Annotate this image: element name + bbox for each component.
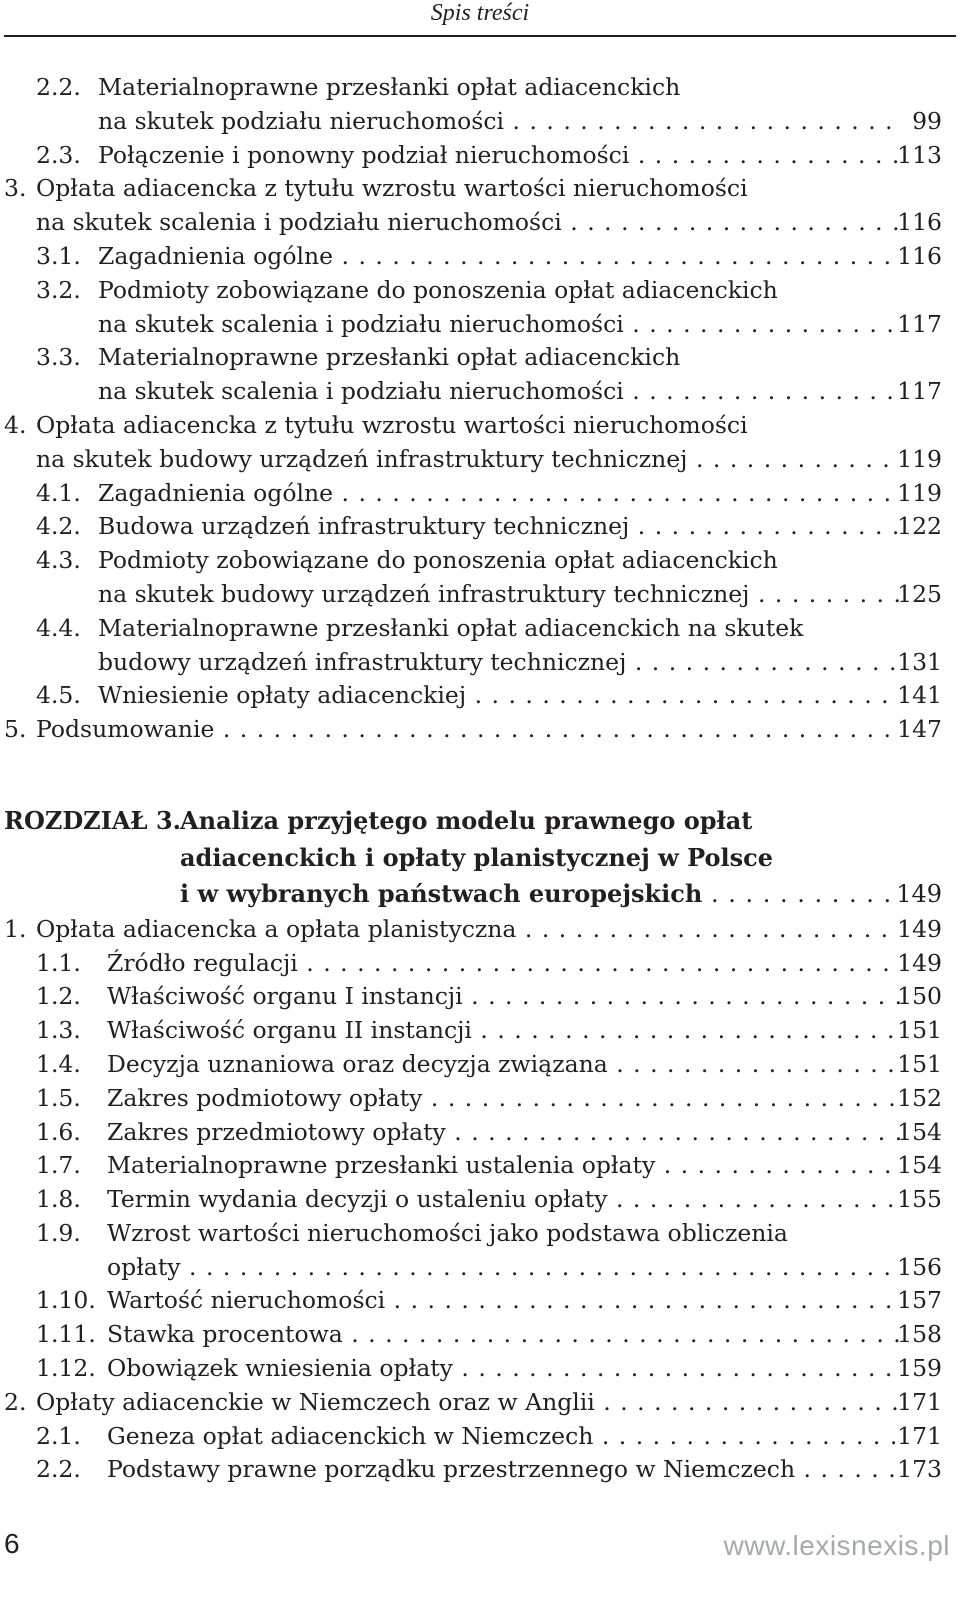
chapter-title: i w wybranych państwach europejskich bbox=[180, 879, 703, 909]
toc-entry-line bbox=[0, 1048, 960, 1082]
toc-entry-number: 4. bbox=[4, 410, 27, 439]
dot-leader bbox=[624, 377, 900, 405]
dot-leader bbox=[516, 915, 900, 943]
toc-entry-number: 1.4. bbox=[36, 1049, 81, 1078]
toc-entry-line bbox=[0, 679, 960, 713]
toc-entry-number: 1.11. bbox=[36, 1320, 96, 1349]
toc-entry-title: na skutek scalenia i podziału nieruchomości bbox=[98, 377, 624, 406]
toc-entry-number: 4.1. bbox=[36, 478, 81, 507]
toc-entry-title: Geneza opłat adiacenckich w Niemczech bbox=[107, 1421, 594, 1450]
toc-entry-line bbox=[0, 544, 960, 578]
toc-entry-page: 149 bbox=[897, 914, 942, 943]
dot-leader bbox=[333, 242, 900, 270]
toc-entry-number: 3.1. bbox=[36, 241, 81, 270]
chapter-title: Analiza przyjętego modelu prawnego opłat bbox=[180, 805, 753, 835]
toc-entry-number: 2.2. bbox=[36, 1455, 81, 1484]
toc-entry-line bbox=[0, 240, 960, 274]
toc-entry-line bbox=[0, 1284, 960, 1318]
toc-entry-page: 171 bbox=[897, 1421, 942, 1450]
section-gap bbox=[0, 747, 960, 803]
toc-entry-title: Podmioty zobowiązane do ponoszenia opłat adiacenckich bbox=[98, 546, 778, 575]
toc-entry-line bbox=[0, 510, 960, 544]
table-of-contents bbox=[0, 71, 960, 1487]
toc-entry-title: na skutek budowy urządzeń infrastruktury technicznej bbox=[36, 444, 688, 473]
dot-leader bbox=[453, 1354, 900, 1382]
toc-entry-title: budowy urządzeń infrastruktury technicznej bbox=[98, 647, 627, 676]
publisher-url: www.lexisnexis.pl bbox=[723, 1530, 950, 1561]
toc-entry-line bbox=[0, 1116, 960, 1150]
toc-entry-number: 4.4. bbox=[36, 613, 81, 642]
toc-entry-title: Podsumowanie bbox=[36, 715, 215, 744]
toc-entry-page: 152 bbox=[897, 1083, 942, 1112]
chapter-label: ROZDZIAŁ 3. bbox=[4, 805, 181, 835]
toc-entry-page: 150 bbox=[897, 982, 942, 1011]
dot-leader bbox=[595, 1388, 900, 1416]
toc-entry-page: 151 bbox=[897, 1049, 942, 1078]
chapter-heading-line bbox=[0, 803, 960, 840]
toc-entry-line bbox=[0, 612, 960, 646]
dot-leader bbox=[463, 982, 900, 1010]
toc-entry-number: 2.1. bbox=[36, 1421, 81, 1450]
toc-entry-line bbox=[0, 341, 960, 375]
toc-entry-number: 1.7. bbox=[36, 1151, 81, 1180]
dot-leader bbox=[343, 1320, 900, 1348]
toc-entry-number: 3. bbox=[4, 174, 27, 203]
running-header bbox=[0, 0, 960, 36]
toc-entry-page: 159 bbox=[897, 1354, 942, 1383]
toc-entry-line bbox=[0, 71, 960, 105]
toc-entry-line bbox=[0, 1352, 960, 1386]
dot-leader bbox=[608, 1050, 900, 1078]
toc-entry-title: opłaty bbox=[107, 1252, 181, 1281]
toc-entry-number: 1.12. bbox=[36, 1354, 96, 1383]
toc-entry-line bbox=[0, 1014, 960, 1048]
toc-entry-line bbox=[0, 443, 960, 477]
dot-leader bbox=[629, 141, 900, 169]
toc-entry-line bbox=[0, 308, 960, 342]
toc-entry-line bbox=[0, 1251, 960, 1285]
dot-leader bbox=[181, 1253, 900, 1281]
toc-entry-number: 3.2. bbox=[36, 275, 81, 304]
chapter-heading-line bbox=[0, 876, 960, 913]
toc-entry-page: 171 bbox=[897, 1387, 942, 1416]
toc-entry-number: 4.2. bbox=[36, 512, 81, 541]
toc-entry-line bbox=[0, 1183, 960, 1217]
dot-leader bbox=[333, 479, 900, 507]
toc-entry-title: Materialnoprawne przesłanki opłat adiacenckich na skutek bbox=[98, 613, 804, 642]
toc-entry-title: Termin wydania decyzji o ustaleniu opłaty bbox=[107, 1185, 608, 1214]
toc-entry-page: 119 bbox=[897, 444, 942, 473]
dot-leader bbox=[562, 208, 900, 236]
toc-entry-number: 1. bbox=[4, 914, 27, 943]
toc-entry-line bbox=[0, 1386, 960, 1420]
toc-entry-page: 149 bbox=[897, 948, 942, 977]
toc-entry-page: 158 bbox=[897, 1320, 942, 1349]
dot-leader bbox=[608, 1185, 901, 1213]
toc-entry-title: Materialnoprawne przesłanki opłat adiacenckich bbox=[98, 343, 681, 372]
toc-entry-title: Obowiązek wniesienia opłaty bbox=[107, 1354, 453, 1383]
chapter-heading-line bbox=[0, 840, 960, 877]
toc-entry-title: Wzrost wartości nieruchomości jako podstawa obliczenia bbox=[107, 1218, 788, 1247]
toc-entry-title: Materialnoprawne przesłanki ustalenia opłaty bbox=[107, 1151, 656, 1180]
toc-entry-title: na skutek scalenia i podziału nieruchomości bbox=[36, 208, 562, 237]
toc-entry-line bbox=[0, 713, 960, 747]
toc-entry-page: 141 bbox=[897, 681, 942, 710]
toc-entry-title: Stawka procentowa bbox=[107, 1320, 343, 1349]
dot-leader bbox=[214, 715, 900, 743]
toc-entry-line bbox=[0, 375, 960, 409]
toc-entry-line bbox=[0, 105, 960, 139]
toc-entry-line bbox=[0, 947, 960, 981]
toc-entry-line bbox=[0, 1217, 960, 1251]
toc-entry-page: 147 bbox=[897, 715, 942, 744]
toc-entry-title: Podstawy prawne porządku przestrzennego w Niemczech bbox=[107, 1455, 796, 1484]
toc-entry-title: Materialnoprawne przesłanki opłat adiacenckich bbox=[98, 73, 681, 101]
toc-entry-line bbox=[0, 1420, 960, 1454]
dot-leader bbox=[504, 107, 900, 135]
toc-entry-title: Zakres podmiotowy opłaty bbox=[107, 1083, 423, 1112]
toc-entry-title: Decyzja uznaniowa oraz decyzja związana bbox=[107, 1049, 608, 1078]
dot-leader bbox=[795, 1455, 900, 1483]
toc-entry-page: 154 bbox=[897, 1117, 942, 1146]
header-rule bbox=[4, 35, 956, 37]
page-number: 6 bbox=[4, 1528, 20, 1559]
toc-entry-number: 1.8. bbox=[36, 1185, 81, 1214]
toc-entry-title: Budowa urządzeń infrastruktury technicznej bbox=[98, 512, 630, 541]
toc-entry-page: 156 bbox=[897, 1252, 942, 1281]
toc-entry-line bbox=[0, 206, 960, 240]
toc-entry-number: 1.9. bbox=[36, 1218, 81, 1247]
toc-entry-page: 113 bbox=[897, 140, 942, 169]
toc-entry-line bbox=[0, 477, 960, 511]
toc-entry-title: Zakres przedmiotowy opłaty bbox=[107, 1117, 446, 1146]
toc-entry-title: Opłata adiacencka z tytułu wzrostu wartości nieruchomości bbox=[36, 174, 748, 203]
toc-entry-number: 1.10. bbox=[36, 1286, 96, 1315]
toc-entry-number: 1.5. bbox=[36, 1083, 81, 1112]
toc-entry-title: Połączenie i ponowny podział nieruchomości bbox=[98, 140, 630, 169]
toc-entry-page: 122 bbox=[897, 512, 942, 541]
toc-entry-title: Podmioty zobowiązane do ponoszenia opłat adiacenckich bbox=[98, 275, 778, 304]
toc-entry-page: 99 bbox=[912, 106, 942, 135]
dot-leader bbox=[422, 1084, 900, 1112]
toc-entry-page: 131 bbox=[897, 647, 942, 676]
dot-leader bbox=[472, 1016, 900, 1044]
toc-entry-line bbox=[0, 172, 960, 206]
toc-entry-title: Zagadnienia ogólne bbox=[98, 241, 334, 270]
toc-entry-number: 3.3. bbox=[36, 343, 81, 372]
dot-leader bbox=[385, 1286, 900, 1314]
toc-entry-line bbox=[0, 409, 960, 443]
toc-entry-number: 2.3. bbox=[36, 140, 81, 169]
toc-entry-number: 1.3. bbox=[36, 1016, 81, 1045]
toc-entry-line bbox=[0, 1149, 960, 1183]
toc-entry-title: Zagadnienia ogólne bbox=[98, 478, 334, 507]
dot-leader bbox=[624, 310, 900, 338]
dot-leader bbox=[593, 1422, 900, 1450]
toc-entry-number: 5. bbox=[4, 715, 27, 744]
toc-entry-page: 155 bbox=[897, 1185, 942, 1214]
chapter-title: adiacenckich i opłaty planistycznej w Polsce bbox=[180, 842, 774, 872]
header-title: Spis treści bbox=[430, 0, 530, 26]
dot-leader bbox=[655, 1151, 900, 1179]
toc-entry-line bbox=[0, 139, 960, 173]
toc-entry-page: 117 bbox=[897, 309, 942, 338]
toc-entry-page: 116 bbox=[897, 241, 942, 270]
dot-leader bbox=[626, 648, 900, 676]
dot-leader bbox=[629, 512, 900, 540]
dot-leader bbox=[298, 949, 900, 977]
toc-entry-title: Opłaty adiacenckie w Niemczech oraz w Anglii bbox=[36, 1387, 595, 1416]
toc-entry-page: 119 bbox=[897, 478, 942, 507]
toc-entry-line bbox=[0, 646, 960, 680]
toc-entry-page: 125 bbox=[897, 579, 942, 608]
dot-leader bbox=[446, 1118, 900, 1146]
toc-entry-number: 1.6. bbox=[36, 1117, 81, 1146]
toc-entry-number: 1.1. bbox=[36, 948, 81, 977]
toc-entry-number: 2. bbox=[4, 1387, 27, 1416]
toc-entry-page: 157 bbox=[897, 1286, 942, 1315]
toc-entry-page: 116 bbox=[897, 208, 942, 237]
toc-entry-page: 173 bbox=[897, 1455, 942, 1484]
toc-entry-title: Wniesienie opłaty adiacenckiej bbox=[98, 681, 467, 710]
toc-entry-line bbox=[0, 913, 960, 947]
toc-entry-title: Właściwość organu II instancji bbox=[107, 1016, 472, 1045]
toc-entry-title: Opłata adiacencka z tytułu wzrostu wartości nieruchomości bbox=[36, 410, 748, 439]
toc-entry-line bbox=[0, 274, 960, 308]
toc-entry-line bbox=[0, 1453, 960, 1487]
toc-entry-number: 2.2. bbox=[36, 73, 81, 101]
toc-entry-line bbox=[0, 980, 960, 1014]
toc-entry-page: 154 bbox=[897, 1151, 942, 1180]
toc-entry-title: na skutek scalenia i podziału nieruchomości bbox=[98, 309, 624, 338]
toc-entry-title: Opłata adiacencka a opłata planistyczna bbox=[36, 914, 517, 943]
chapter-heading bbox=[0, 803, 960, 913]
toc-entry-page: 151 bbox=[897, 1016, 942, 1045]
toc-entry-title: Wartość nieruchomości bbox=[107, 1286, 386, 1315]
dot-leader bbox=[466, 681, 900, 709]
toc-entry-number: 1.2. bbox=[36, 982, 81, 1011]
toc-entry-line bbox=[0, 578, 960, 612]
toc-entry-line bbox=[0, 1082, 960, 1116]
toc-entry-line bbox=[0, 1318, 960, 1352]
dot-leader bbox=[702, 879, 900, 908]
toc-entry-title: Właściwość organu I instancji bbox=[107, 982, 463, 1011]
toc-entry-page: 117 bbox=[897, 377, 942, 406]
toc-entry-title: na skutek budowy urządzeń infrastruktury technicznej bbox=[98, 579, 750, 608]
toc-entry-number: 4.5. bbox=[36, 681, 81, 710]
dot-leader bbox=[687, 445, 900, 473]
chapter-page: 149 bbox=[896, 880, 942, 909]
toc-entry-title: Źródło regulacji bbox=[107, 948, 298, 977]
toc-entry-number: 4.3. bbox=[36, 546, 81, 575]
dot-leader bbox=[749, 580, 900, 608]
toc-entry-title: na skutek podziału nieruchomości bbox=[98, 106, 505, 135]
